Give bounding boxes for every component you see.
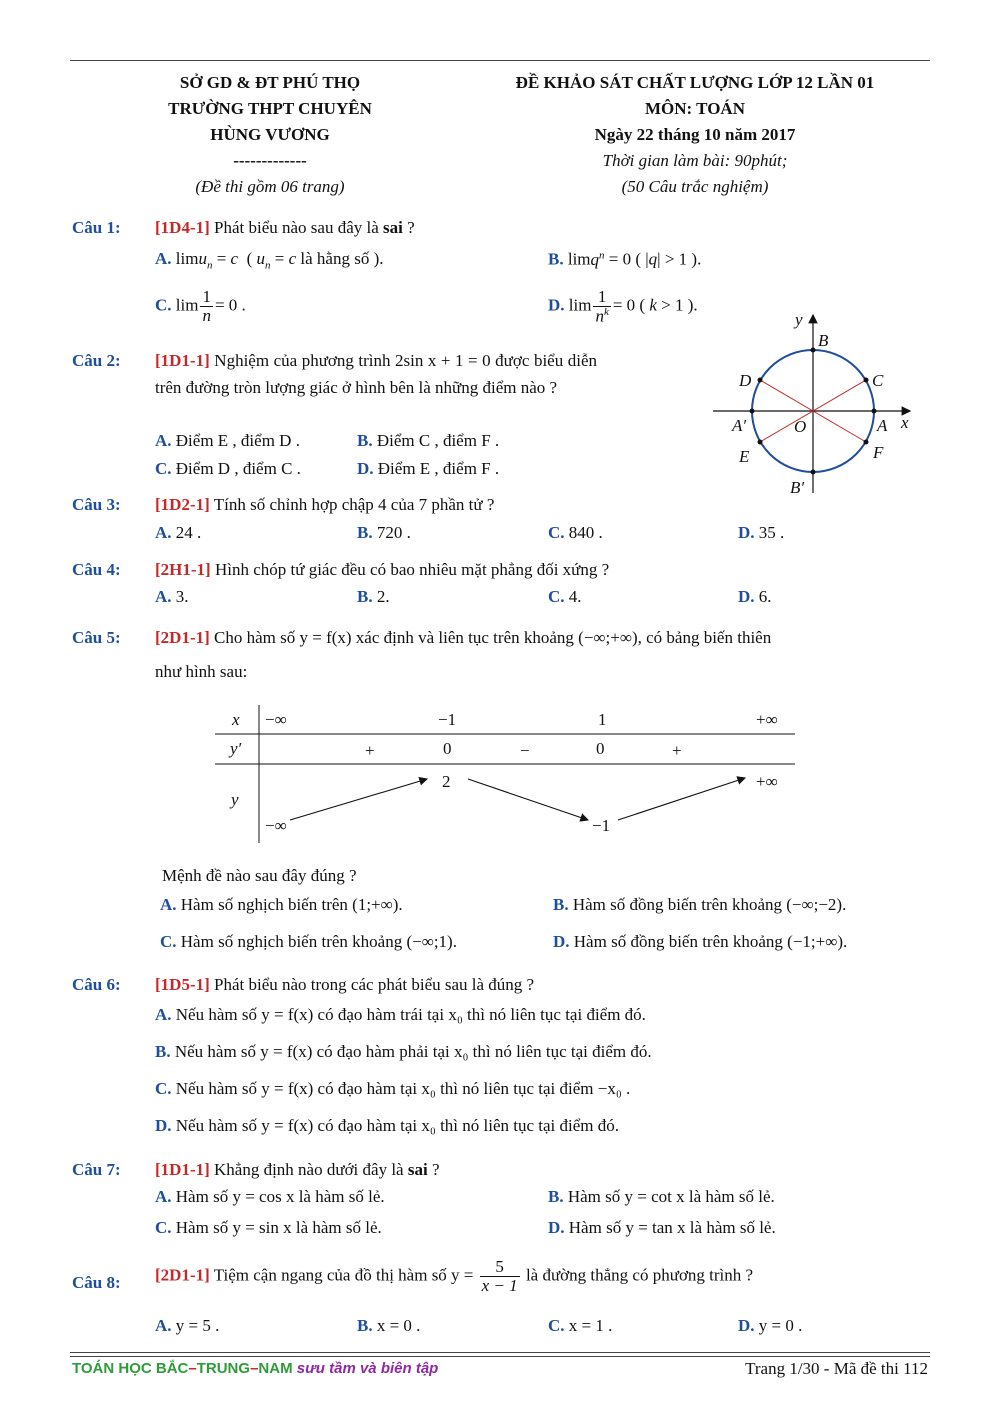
option-letter: C.	[548, 523, 565, 542]
q1-label: Câu 1:	[72, 218, 121, 237]
page-count-note: (Đề thi gồm 06 trang)	[195, 177, 345, 196]
q7-c-text: Hàm số y = sin x là hàm số lẻ.	[175, 1218, 382, 1237]
footer-brand-part1: TOÁN HỌC BẮC	[72, 1360, 189, 1377]
q6-option-c[interactable]	[155, 1079, 630, 1099]
option-letter: C.	[160, 932, 177, 951]
x-val: +∞	[756, 710, 778, 729]
y-val-min: −1	[592, 816, 611, 835]
arrow-up-2	[618, 778, 745, 820]
q4-option-b[interactable]	[357, 587, 390, 607]
q2-stem	[155, 347, 597, 401]
q2-option-d[interactable]	[357, 459, 499, 479]
q5-label: Câu 5:	[72, 628, 121, 647]
q2-option-a[interactable]	[155, 431, 300, 451]
q2-b-text: Điểm C , điểm F .	[376, 431, 500, 450]
q6-text: Phát biểu nào trong các phát biểu sau là đúng ?	[214, 975, 535, 994]
arrow-down	[468, 779, 588, 820]
point-E	[758, 440, 763, 445]
q2-label: Câu 2:	[72, 351, 121, 370]
q8-option-d[interactable]	[738, 1316, 802, 1336]
top-rule	[70, 60, 930, 61]
q1-tag: [1D4-1]	[155, 218, 210, 237]
q6-tag: [1D5-1]	[155, 975, 210, 994]
option-letter: D.	[553, 932, 570, 951]
q4-d-text: 6.	[758, 587, 772, 606]
school-department: SỞ GD & ĐT PHÚ THỌ	[179, 73, 361, 92]
option-letter: D.	[155, 1116, 172, 1135]
option-letter: A.	[155, 523, 172, 542]
q2-option-b[interactable]	[357, 431, 499, 451]
q7-tag: [1D1-1]	[155, 1160, 210, 1179]
option-letter: A.	[160, 895, 177, 914]
q1-end: ?	[402, 218, 415, 237]
q8-frac-den: x − 1	[481, 1275, 518, 1295]
option-letter: D.	[357, 459, 374, 478]
question-count: (50 Câu trắc nghiệm)	[621, 177, 769, 196]
point-B	[811, 348, 816, 353]
q3-c-text: 840 .	[568, 523, 603, 542]
q3-option-a[interactable]	[155, 523, 201, 543]
q7-option-a[interactable]	[155, 1187, 385, 1207]
row-yprime-label: y′	[230, 739, 242, 758]
option-letter: B.	[357, 587, 373, 606]
q4-b-text: 2.	[376, 587, 390, 606]
q2-c-text: Điểm D , điểm C .	[175, 459, 301, 478]
label-O: O	[794, 417, 807, 436]
q8-option-b[interactable]	[357, 1316, 420, 1336]
x-val: −∞	[265, 710, 287, 729]
footer-dash: –	[250, 1360, 259, 1377]
time-limit: Thời gian làm bài: 90phút;	[602, 151, 788, 170]
q6-a-text: Nếu hàm số y = f(x) có đạo hàm trái tại x₀ thì nó liên tục tại điểm đó.	[175, 1005, 646, 1024]
q5-tag: [2D1-1]	[155, 628, 210, 647]
option-letter: D.	[738, 1316, 755, 1335]
q8-d-text: y = 0 .	[758, 1316, 803, 1335]
q8-option-c[interactable]	[548, 1316, 612, 1336]
arrow-up-1	[290, 779, 427, 820]
option-letter: C.	[155, 295, 172, 315]
q8-label: Câu 8:	[72, 1273, 121, 1292]
q2-a-text: Điểm E , điểm D .	[175, 431, 300, 450]
q4-text: Hình chóp tứ giác đều có bao nhiêu mặt phẳng đối xứng ?	[214, 560, 610, 579]
q1-option-b[interactable]: B. limq$^n$ = 0 ( |q| > 1 ).	[548, 249, 702, 269]
q7-end: ?	[427, 1160, 440, 1179]
option-letter: C.	[155, 1079, 172, 1098]
row-x-label: x	[232, 710, 240, 729]
q5-stem-line2: như hình sau:	[155, 662, 248, 681]
label-F: F	[873, 443, 884, 462]
footer-rule	[70, 1352, 930, 1357]
q8-text-after: là đường thẳng có phương trình ?	[525, 1265, 754, 1285]
q5-option-b[interactable]	[553, 895, 846, 915]
q8-stem	[155, 1258, 753, 1295]
option-letter: A.	[155, 249, 172, 268]
q5-text: Cho hàm số y = f(x) xác định và liên tục trên khoảng (−∞;+∞), có bảng biến thiên	[214, 628, 772, 647]
exam-title: ĐỀ KHẢO SÁT CHẤT LƯỢNG LỚP 12 LẦN 01	[515, 73, 875, 92]
q1-stem	[155, 218, 415, 238]
q1-option-c[interactable]: C. lim $\frac{1}{n}$ = 0 .	[155, 287, 246, 325]
sign: +	[365, 741, 375, 760]
option-letter: D.	[548, 295, 565, 315]
q5-stem-line1	[155, 628, 771, 648]
q7-option-d[interactable]	[548, 1218, 776, 1238]
q7-stem	[155, 1160, 440, 1180]
option-letter: C.	[155, 1218, 172, 1237]
q3-b-text: 720 .	[376, 523, 411, 542]
sign: 0	[596, 739, 605, 758]
option-letter: B.	[553, 895, 569, 914]
q8-option-a[interactable]	[155, 1316, 219, 1336]
label-x: x	[901, 413, 909, 432]
q5-prompt: Mệnh đề nào sau đây đúng ?	[162, 866, 357, 885]
header-right	[470, 70, 920, 200]
q4-c-text: 4.	[568, 587, 582, 606]
footer-dash: –	[188, 1360, 197, 1377]
option-letter: A.	[155, 1316, 172, 1335]
variation-table	[210, 703, 810, 848]
q7-label: Câu 7:	[72, 1160, 121, 1179]
option-letter: B.	[548, 249, 564, 269]
q1-option-a[interactable]: A. limu$_n$ = c ( $u_n = c$ là hằng số ).	[155, 249, 384, 272]
q3-label: Câu 3:	[72, 495, 121, 514]
point-C	[864, 378, 869, 383]
q1-emph: sai	[383, 218, 403, 237]
q4-a-text: 3.	[175, 587, 189, 606]
q6-d-text: Nếu hàm số y = f(x) có đạo hàm tại x₀ thì nó liên tục tại điểm đó.	[175, 1116, 620, 1135]
option-letter: A.	[155, 1005, 172, 1024]
q5-option-d[interactable]	[553, 932, 847, 952]
sign: +	[672, 741, 682, 760]
q6-c-text: Nếu hàm số y = f(x) có đạo hàm tại x₀ thì nó liên tục tại điểm −x₀ .	[175, 1079, 631, 1098]
q7-option-b[interactable]	[548, 1187, 775, 1207]
q8-c-text: x = 1 .	[568, 1316, 613, 1335]
q8-a-text: y = 5 .	[175, 1316, 220, 1335]
q4-label: Câu 4:	[72, 560, 121, 579]
q3-option-c[interactable]	[548, 523, 603, 543]
q3-option-d[interactable]	[738, 523, 784, 543]
q5-c-text: Hàm số nghịch biến trên khoảng (−∞;1).	[180, 932, 457, 951]
q1-option-d[interactable]: D. lim $\frac{1}{n^k}$ = 0 ( k > 1 ).	[548, 287, 698, 326]
q6-option-a[interactable]	[155, 1005, 646, 1025]
q7-d-text: Hàm số y = tan x là hàm số lẻ.	[568, 1218, 776, 1237]
q3-tag: [1D2-1]	[155, 495, 210, 514]
page-number: Trang 1/30 - Mã đề thi 112	[745, 1359, 928, 1378]
separator-dashes: -------------	[233, 151, 307, 170]
q2-text: Nghiệm của phương trình 2sin x + 1 = 0 được biểu diễn trên đường tròn lượng giác ở hình bên là những điểm nào ?	[155, 351, 597, 397]
q6-label: Câu 6:	[72, 975, 121, 994]
q7-option-c[interactable]	[155, 1218, 382, 1238]
q6-option-d[interactable]	[155, 1116, 619, 1136]
option-letter: A.	[155, 431, 172, 450]
label-A: A	[877, 416, 888, 435]
trig-circle-figure	[705, 305, 920, 505]
q2-d-text: Điểm E , điểm F .	[377, 459, 500, 478]
q6-option-b[interactable]	[155, 1042, 652, 1062]
point-A-prime	[750, 409, 755, 414]
option-letter: C.	[548, 587, 565, 606]
label-B-prime: B′	[790, 478, 805, 497]
point-A	[872, 409, 877, 414]
footer-brand-part3: NAM	[258, 1360, 293, 1377]
q3-d-text: 35 .	[758, 523, 785, 542]
label-B: B	[818, 331, 829, 350]
q8-b-text: x = 0 .	[376, 1316, 421, 1335]
y-val-start: −∞	[265, 816, 287, 835]
q2-tag: [1D1-1]	[155, 351, 210, 370]
point-B-prime	[811, 470, 816, 475]
q7-a-text: Hàm số y = cos x là hàm số lẻ.	[175, 1187, 385, 1206]
option-letter: B.	[357, 523, 373, 542]
label-A-prime: A′	[732, 416, 747, 435]
point-D	[758, 378, 763, 383]
label-D: D	[739, 371, 752, 390]
q4-option-c[interactable]	[548, 587, 582, 607]
sign: 0	[443, 739, 452, 758]
y-val-end: +∞	[756, 772, 778, 791]
q7-emph: sai	[407, 1160, 428, 1179]
option-letter: D.	[738, 523, 755, 542]
header-left	[130, 70, 410, 200]
point-F	[864, 440, 869, 445]
option-letter: A.	[155, 587, 172, 606]
option-letter: B.	[548, 1187, 564, 1206]
option-letter: C.	[548, 1316, 565, 1335]
school-name: TRƯỜNG THPT CHUYÊN	[168, 99, 372, 118]
q8-tag: [2D1-1]	[155, 1265, 210, 1285]
x-val: 1	[598, 710, 607, 729]
q5-d-text: Hàm số đồng biến trên khoảng (−1;+∞).	[573, 932, 848, 951]
label-C: C	[872, 371, 884, 390]
q1-text: Phát biểu nào sau đây là	[214, 218, 379, 237]
q5-a-text: Hàm số nghịch biến trên (1;+∞).	[180, 895, 403, 914]
option-letter: D.	[738, 587, 755, 606]
x-val: −1	[438, 710, 457, 729]
q3-a-text: 24 .	[175, 523, 202, 542]
footer-brand-part4: sưu tầm và biên tập	[292, 1360, 439, 1377]
school-name-2: HÙNG VƯƠNG	[210, 125, 330, 144]
exam-date: Ngày 22 tháng 10 năm 2017	[594, 125, 796, 144]
option-letter: B.	[155, 1042, 171, 1061]
subject: MÔN: TOÁN	[645, 99, 745, 118]
q3-stem	[155, 495, 494, 515]
q2-option-c[interactable]	[155, 459, 301, 479]
q4-option-d[interactable]	[738, 587, 772, 607]
q5-option-c[interactable]	[160, 932, 457, 952]
q5-option-a[interactable]	[160, 895, 403, 915]
q3-text: Tính số chỉnh hợp chập 4 của 7 phần tử ?	[213, 495, 495, 514]
q3-option-b[interactable]	[357, 523, 411, 543]
q6-b-text: Nếu hàm số y = f(x) có đạo hàm phải tại x₀ thì nó liên tục tại điểm đó.	[174, 1042, 652, 1061]
option-letter: B.	[357, 1316, 373, 1335]
q4-tag: [2H1-1]	[155, 560, 211, 579]
q7-text: Khẳng định nào dưới đây là	[214, 1160, 404, 1179]
q8-text-before: Tiệm cận ngang của đồ thị hàm số y =	[213, 1265, 474, 1285]
option-letter: D.	[548, 1218, 565, 1237]
option-letter: C.	[155, 459, 172, 478]
q4-option-a[interactable]	[155, 587, 189, 607]
option-letter: A.	[155, 1187, 172, 1206]
q8-frac-num: 5	[480, 1258, 520, 1277]
q4-stem	[155, 560, 609, 580]
y-val-max: 2	[442, 772, 451, 791]
footer-brand-part2: TRUNG	[196, 1360, 251, 1377]
option-letter: B.	[357, 431, 373, 450]
sign: −	[520, 741, 530, 760]
footer-brand	[72, 1360, 438, 1377]
q6-stem	[155, 975, 534, 995]
row-y-label: y	[231, 790, 239, 809]
label-E: E	[739, 447, 750, 466]
q5-b-text: Hàm số đồng biến trên khoảng (−∞;−2).	[572, 895, 847, 914]
q7-b-text: Hàm số y = cot x là hàm số lẻ.	[567, 1187, 775, 1206]
label-y: y	[795, 310, 803, 329]
